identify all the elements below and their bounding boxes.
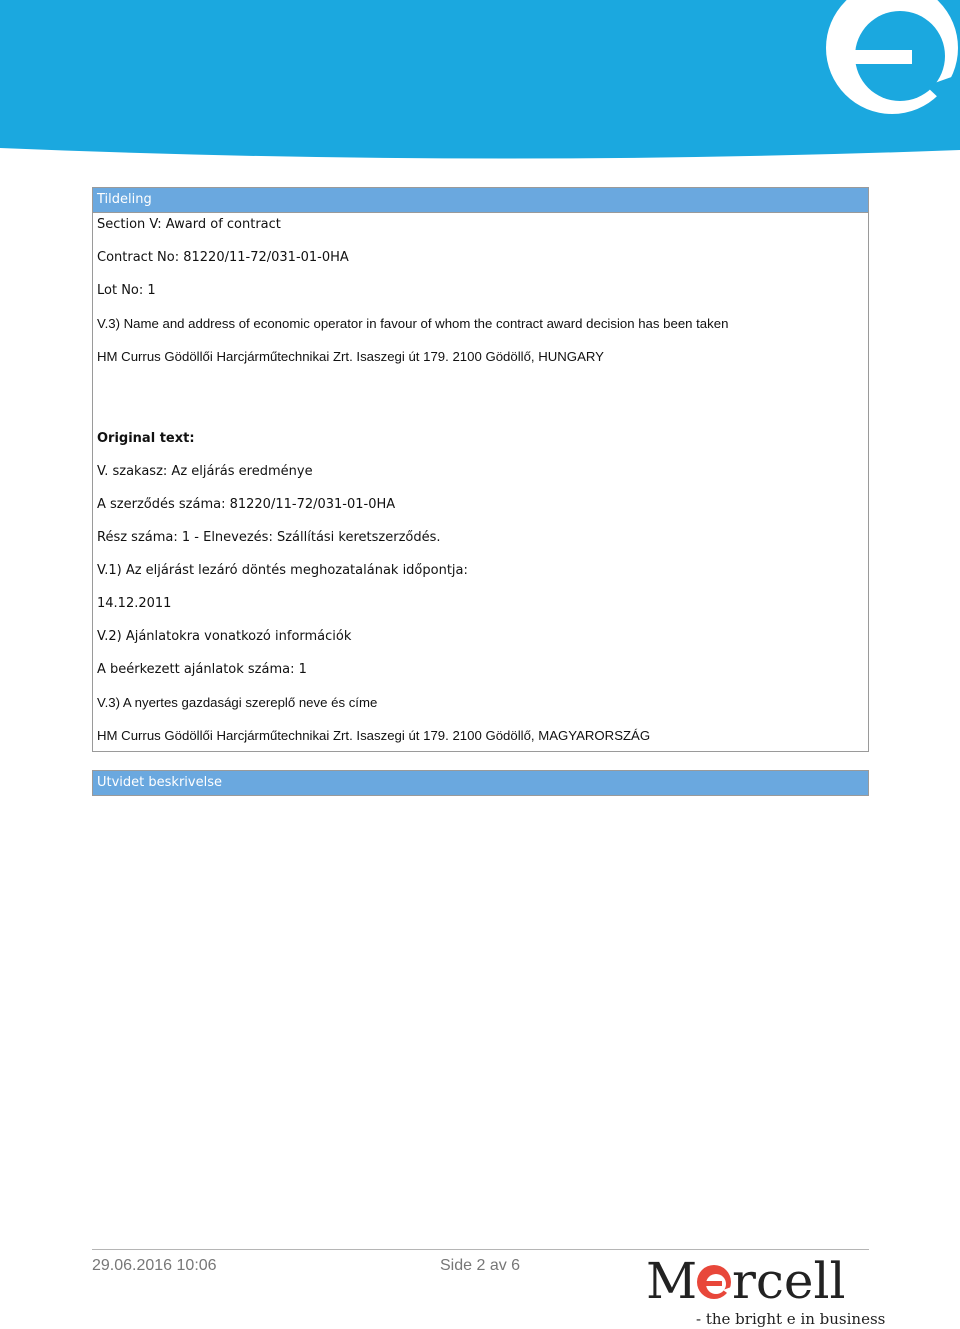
logo-tagline: - the bright e in business bbox=[696, 1310, 886, 1328]
header-banner bbox=[0, 0, 960, 165]
logo-letter-m: M bbox=[646, 1252, 698, 1310]
original-winner-address: HM Currus Gödöllői Harcjárműtechnikai Zrt. Isaszegi út 179. 2100 Gödöllő, MAGYARORSZÁG bbox=[97, 728, 651, 743]
original-tenders-count: A beérkezett ajánlatok száma: 1 bbox=[97, 662, 307, 677]
award-section bbox=[92, 187, 869, 752]
footer-page-number: Side 2 av 6 bbox=[440, 1257, 521, 1274]
award-section-header: Tildeling bbox=[93, 188, 868, 213]
footer-timestamp: 29.06.2016 10:06 bbox=[92, 1257, 217, 1274]
footer-divider bbox=[92, 1249, 869, 1250]
award-section-title: Section V: Award of contract bbox=[97, 217, 281, 232]
logo-e-icon bbox=[697, 1265, 734, 1299]
original-winner-heading: V.3) A nyertes gazdasági szereplő neve és címe bbox=[97, 695, 378, 710]
logo-letters-rcell: rcell bbox=[732, 1252, 846, 1310]
original-tenders-heading: V.2) Ajánlatokra vonatkozó információk bbox=[97, 629, 352, 644]
original-text-label: Original text: bbox=[97, 431, 195, 446]
original-lot-name: Rész száma: 1 - Elnevezés: Szállítási keretszerződés. bbox=[97, 530, 441, 545]
award-section-body bbox=[93, 214, 868, 751]
banner-background bbox=[0, 0, 960, 159]
original-contract-number: A szerződés száma: 81220/11-72/031-01-0HA bbox=[97, 497, 396, 512]
economic-operator-address: HM Currus Gödöllői Harcjárműtechnikai Zrt. Isaszegi út 179. 2100 Gödöllő, HUNGARY bbox=[97, 349, 604, 364]
banner-graphic bbox=[0, 0, 960, 165]
original-decision-date: 14.12.2011 bbox=[97, 596, 172, 611]
spacer bbox=[97, 379, 864, 428]
mercell-logo-graphic bbox=[644, 1252, 886, 1328]
economic-operator-heading: V.3) Name and address of economic operator in favour of whom the contract award decision has been taken bbox=[97, 316, 729, 331]
extended-description-section bbox=[92, 770, 869, 796]
extended-description-header: Utvidet beskrivelse bbox=[93, 771, 868, 795]
original-section-title: V. szakasz: Az eljárás eredménye bbox=[97, 464, 313, 479]
lot-number: Lot No: 1 bbox=[97, 283, 156, 298]
contract-number: Contract No: 81220/11-72/031-01-0HA bbox=[97, 250, 349, 265]
original-decision-date-heading: V.1) Az eljárást lezáró döntés meghozatalának időpontja: bbox=[97, 563, 468, 578]
mercell-logo bbox=[644, 1252, 886, 1328]
